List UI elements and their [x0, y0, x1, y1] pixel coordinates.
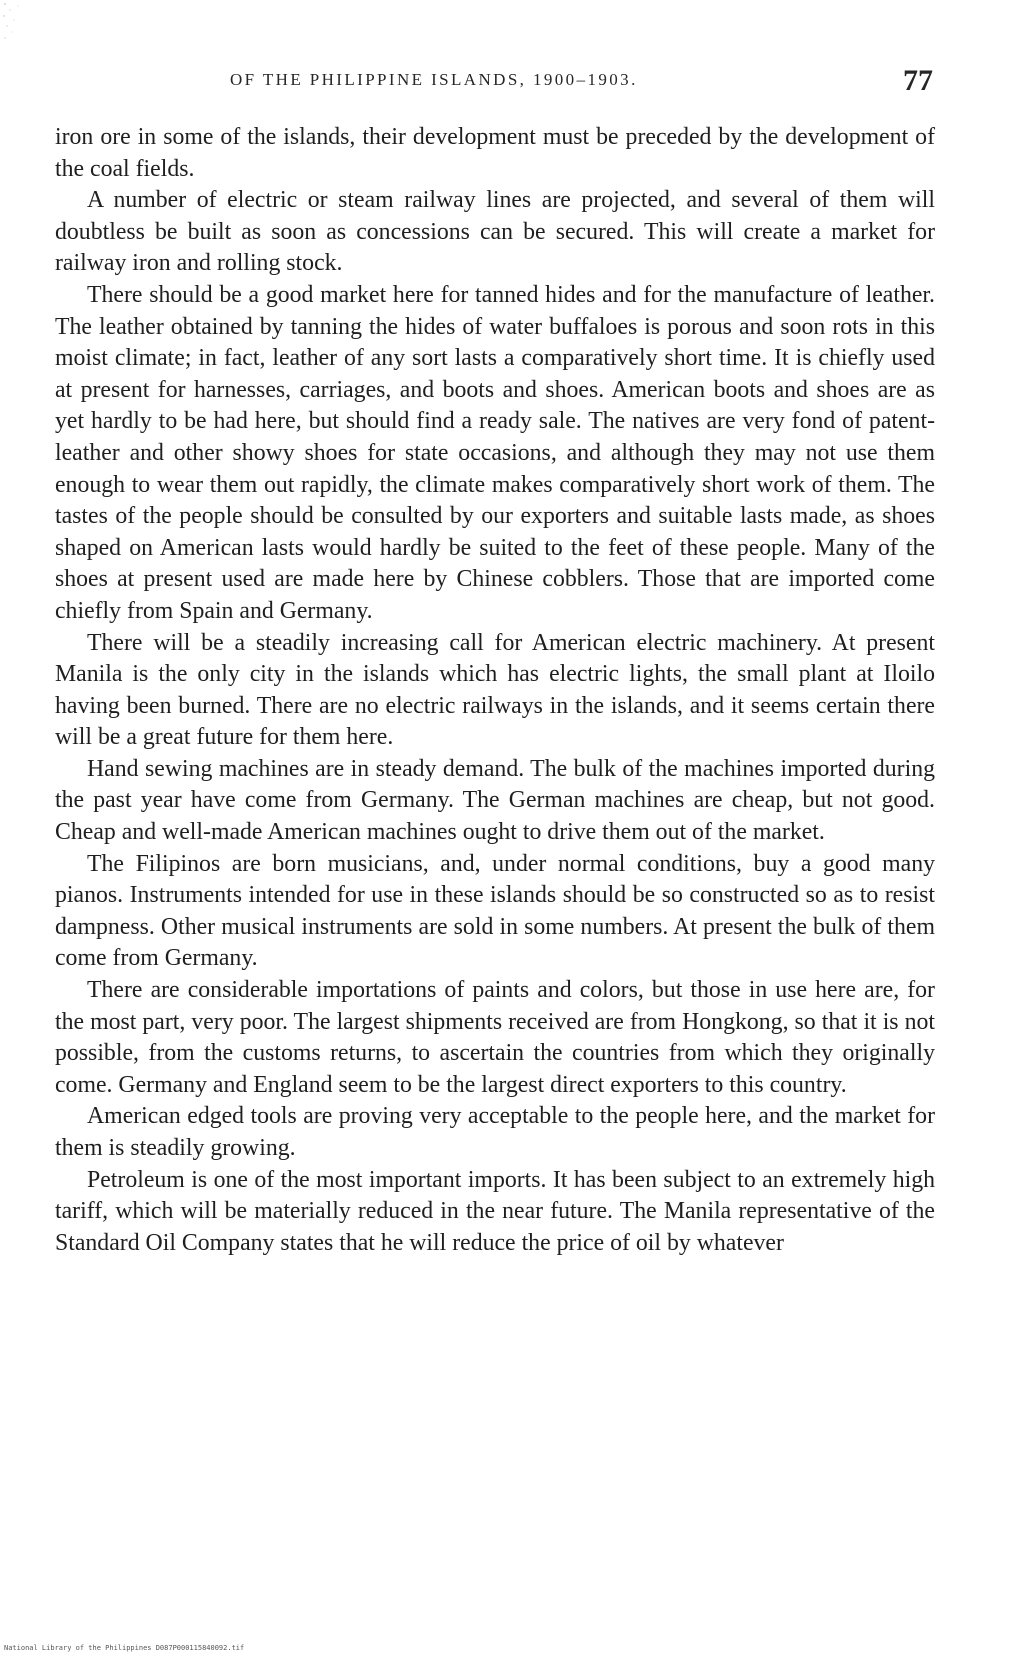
paragraph: A number of electric or steam railway lines are projected, and several of them will doubtless be built as soon as concessions can be secured. This will create a market for railway iron and rolling stock.	[55, 187, 935, 277]
paragraph: Petroleum is one of the most important imports. It has been subject to an extremely high tariff, which will be materially reduced in the near future. The Manila representative of the Standard Oil Company states that he will reduce the price of oil by whatever	[55, 1166, 935, 1256]
scan-footer-label: National Library of the Philippines D087P000115840092.tif	[4, 1644, 245, 1652]
paragraph: There will be a steadily increasing call for American electric machinery. At present Manila is the only city in the islands which has electric lights, the small plant at Iloilo having been burned. There are no electric railways in the islands, and it seems certain there will be a great future for them here.	[55, 629, 935, 751]
paragraph: The Filipinos are born musicians, and, under normal conditions, buy a good many pianos. Instruments intended for use in these islands should be so constructed so as to resist dampness. Other musical instruments are sold in some numbers. At present the bulk of them come from Germany.	[55, 850, 935, 972]
scan-edge-speckle	[2, 0, 32, 48]
running-head: OF THE PHILIPPINE ISLANDS, 1900–1903.	[230, 70, 638, 89]
paragraph: iron ore in some of the islands, their development must be preceded by the development of the coal fields.	[55, 124, 935, 182]
paragraph: There should be a good market here for tanned hides and for the manufacture of leather. The leather obtained by tanning the hides of water buffaloes is porous and soon rots in this moist climate; in fact, leather of any sort lasts a comparatively short time. It is chiefly used at present for harnesses, carriages, and boots and shoes. American boots and shoes are as yet hardly to be had here, but should find a ready sale. The natives are very fond of patent-leather and other showy shoes for state occasions, and although they may not use them enough to wear them out rapidly, the climate makes comparatively short work of them. The tastes of the people should be consulted by our exporters and suitable lasts made, as shoes shaped on American lasts would hardly be suited to the feet of these people. Many of the shoes at present used are made here by Chinese cobblers. Those that are imported come chiefly from Spain and Germany.	[55, 281, 935, 624]
paragraph: American edged tools are proving very acceptable to the people here, and the market for them is steadily growing.	[55, 1103, 935, 1161]
page-number: 77	[903, 64, 933, 97]
paragraph: There are considerable importations of paints and colors, but those in use here are, for the most part, very poor. The largest shipments received are from Hongkong, so that it is not possible, from the customs returns, to ascertain the countries from which they originally come. Germany and England seem to be the largest direct exporters to this country.	[55, 977, 935, 1098]
body-text	[55, 122, 935, 1259]
page-header	[218, 64, 933, 104]
paragraph: Hand sewing machines are in steady demand. The bulk of the machines imported during the past year have come from Germany. The German machines are cheap, but not good. Cheap and well-made American machines ought to drive them out of the market.	[55, 755, 935, 846]
